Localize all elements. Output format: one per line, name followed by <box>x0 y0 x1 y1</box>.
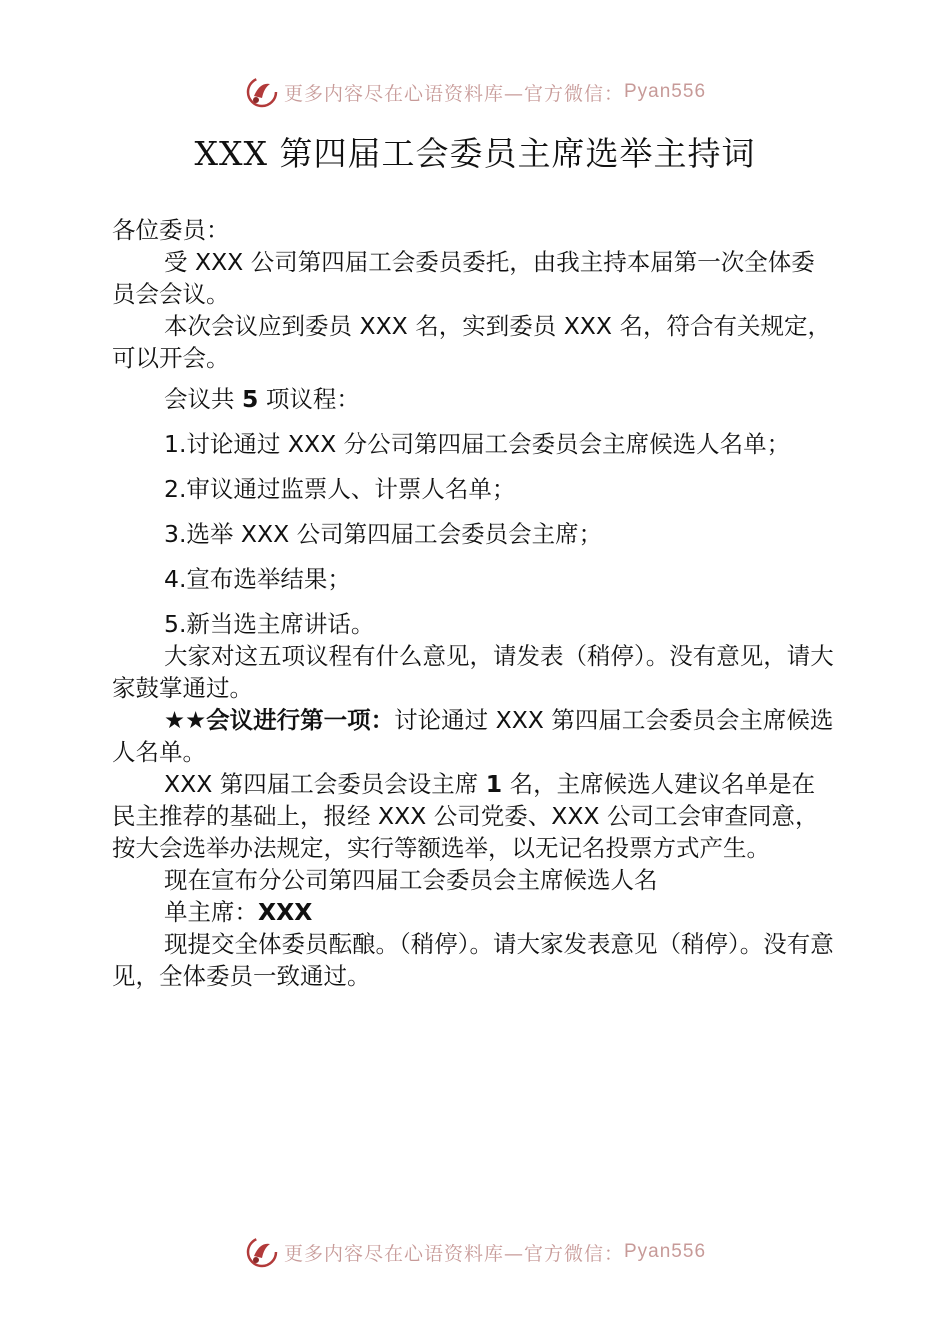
agenda-intro <box>112 383 838 415</box>
chair-name: XXX <box>258 898 313 926</box>
para4-pre: XXX 第四届工会委员会设主席 <box>164 770 486 798</box>
agenda-count: 5 <box>241 385 259 413</box>
paragraph-attendance: 本次会议应到委员 XXX 名，实到委员 XXX 名，符合有关规定，可以开会。 <box>112 312 831 372</box>
salutation: 各位委员： <box>112 216 230 244</box>
paragraph-announce: 现在宣布分公司第四届工会委员会主席候选人名 <box>164 866 658 894</box>
paragraph-chair-name <box>112 896 838 928</box>
document-body <box>112 214 838 992</box>
watermark-text: 更多内容尽在心语资料库—官方微信： <box>283 1242 624 1265</box>
chair-label: 单主席： <box>164 898 258 926</box>
logo-icon <box>244 1234 280 1270</box>
watermark-handle: Pyan556 <box>624 81 707 102</box>
logo-icon <box>244 74 280 110</box>
agenda-intro-pre: 会议共 <box>164 385 242 413</box>
document-title: XXX 第四届工会委员主席选举主持词 <box>194 134 756 173</box>
agenda-item: 1.讨论通过 XXX 分公司第四届工会委员会主席候选人名单； <box>164 430 791 458</box>
paragraph-entrusted: 受 XXX 公司第四届工会委员委托，由我主持本届第一次全体委员会会议。 <box>112 248 815 308</box>
paragraph-item-one <box>112 704 838 768</box>
watermark-handle: Pyan556 <box>624 1241 707 1262</box>
header-watermark <box>0 72 950 112</box>
paragraph-candidate-basis <box>112 768 838 864</box>
chair-count: 1 <box>485 770 503 798</box>
item-one-lead: ★★会议进行第一项： <box>164 706 395 734</box>
agenda-item: 3.选举 XXX 公司第四届工会委员会主席； <box>164 520 603 548</box>
agenda-item: 2.审议通过监票人、计票人名单； <box>164 475 516 503</box>
agenda-item: 5.新当选主席讲话。 <box>164 610 375 638</box>
agenda-item: 4.宣布选举结果； <box>164 565 351 593</box>
paragraph-approval: 大家对这五项议程有什么意见，请发表（稍停）。没有意见，请大家鼓掌通过。 <box>112 642 834 702</box>
watermark-text: 更多内容尽在心语资料库—官方微信： <box>283 82 624 105</box>
agenda-intro-post: 项议程： <box>258 385 360 413</box>
paragraph-deliberation: 现提交全体委员酝酿。（稍停）。请大家发表意见（稍停）。没有意见，全体委员一致通过。 <box>112 930 834 990</box>
item-one-text: 讨论通过 XXX 第四届工会委员会主席候选人名单。 <box>112 706 834 766</box>
para4-post: 名，主席候选人建议名单是在民主推荐的基础上，报经 XXX 公司党委、XXX 公司工会审查同意，按大会选举办法规定，实行等额选举，以无记名投票方式产生。 <box>112 770 819 862</box>
footer-watermark <box>0 1232 950 1272</box>
